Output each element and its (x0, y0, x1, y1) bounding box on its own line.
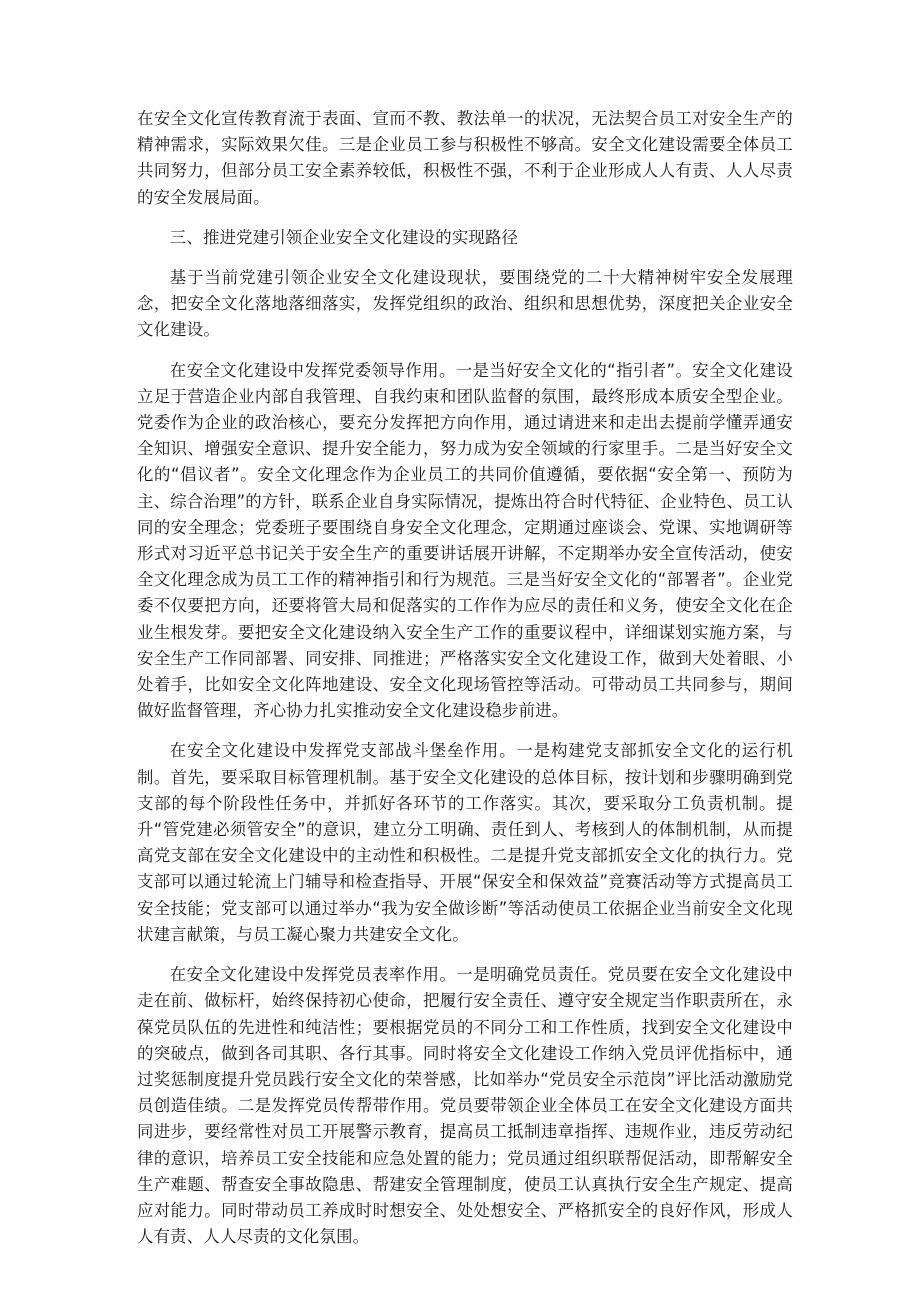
paragraph-section-overview: 基于当前党建引领企业安全文化建设现状，要围绕党的二十大精神树牢安全发展理念，把安全文化落地落细落实，发挥党组织的政治、组织和思想优势，深度把关企业安全文化建设。 (137, 268, 793, 340)
paragraph-party-member-role: 在安全文化建设中发挥党员表率作用。一是明确党员责任。党员要在安全文化建设中走在前、做标杆，始终保持初心使命，把履行安全责任、遵守安全规定当作职责所在，永葆党员队伍的先进性和纯洁性；要根据党员的不同分工和工作性质，找到安全文化建设中的突破点，做到各司其职、各行其事。同时将安全文化建设工作纳入党员评优指标中，通过奖惩制度提升党员践行安全文化的荣誉感，比如举办“党员安全示范岗”评比活动激励党员创造佳绩。二是发挥党员传帮带作用。党员要带领企业全体员工在安全文化建设方面共同进步，要经常性对员工开展警示教育，提高员工抵制违章指挥、违规作业，违反劳动纪律的意识，培养员工安全技能和应急处置的能力；党员通过组织联帮促活动，即帮解安全生产难题、帮查安全事故隐患、帮建安全管理制度，使员工认真执行安全生产规定、提高应对能力。同时带动员工养成时时想安全、处处想安全、严格抓安全的良好作风，形成人人有责、人人尽责的文化氛围。 (137, 965, 793, 1247)
paragraph-party-branch-role: 在安全文化建设中发挥党支部战斗堡垒作用。一是构建党支部抓安全文化的运行机制。首先，要采取目标管理机制。基于安全文化建设的总体目标，按计划和步骤明确到党支部的每个阶段性任务中，并抓好各环节的工作落实。其次，要采取分工负责机制。提升“管党建必须管安全”的意识，建立分工明确、责任到人、考核到人的体制机制，从而提高党支部在安全文化建设中的主动性和积极性。二是提升党支部抓安全文化的执行力。党支部可以通过轮流上门辅导和检查指导、开展“保安全和保效益”竞赛活动等方式提高员工安全技能；党支部可以通过举办“我为安全做诊断”等活动使员工依据企业当前安全文化现状建言献策，与员工凝心聚力共建安全文化。 (137, 741, 793, 944)
section-heading-three: 三、推进党建引领企业安全文化建设的实现路径 (169, 227, 519, 247)
document-body (137, 106, 793, 1264)
paragraph-continued-intro: 在安全文化宣传教育流于表面、宣而不教、教法单一的状况，无法契合员工对安全生产的精神需求，实际效果欠佳。三是企业员工参与积极性不够高。安全文化建设需要全体员工共同努力，但部分员工安全素养较低，积极性不强，不利于企业形成人人有责、人人尽责的安全发展局面。 (137, 109, 793, 207)
paragraph-party-committee-role: 在安全文化建设中发挥党委领导作用。一是当好安全文化的“指引者”。安全文化建设立足于营造企业内部自我管理、自我约束和团队监督的氛围，最终形成本质安全型企业。党委作为企业的政治核心，要充分发挥把方向作用，通过请进来和走出去提前学懂弄通安全知识、增强安全意识、提升安全能力，努力成为安全领域的行家里手。二是当好安全文化的“倡议者”。安全文化理念作为企业员工的共同价值遵循，要依据“安全第一、预防为主、综合治理”的方针，联系企业自身实际情况，提炼出符合时代特征、企业特色、员工认同的安全理念；党委班子要围绕自身安全文化理念，定期通过座谈会、党课、实地调研等形式对习近平总书记关于安全生产的重要讲话展开讲解，不定期举办安全宣传活动，使安全文化理念成为员工工作的精神指引和行为规范。三是当好安全文化的“部署者”。企业党委不仅要把方向，还要将管大局和促落实的工作作为应尽的责任和义务，使安全文化在企业生根发芽。要把安全文化建设纳入安全生产工作的重要议程中，详细谋划实施方案，与安全生产工作同部署、同安排、同推进；严格落实安全文化建设工作，做到大处着眼、小处着手，比如安全文化阵地建设、安全文化现场管控等活动。可带动员工共同参与，期间做好监督管理，齐心协力扎实推动安全文化建设稳步前进。 (137, 360, 793, 721)
